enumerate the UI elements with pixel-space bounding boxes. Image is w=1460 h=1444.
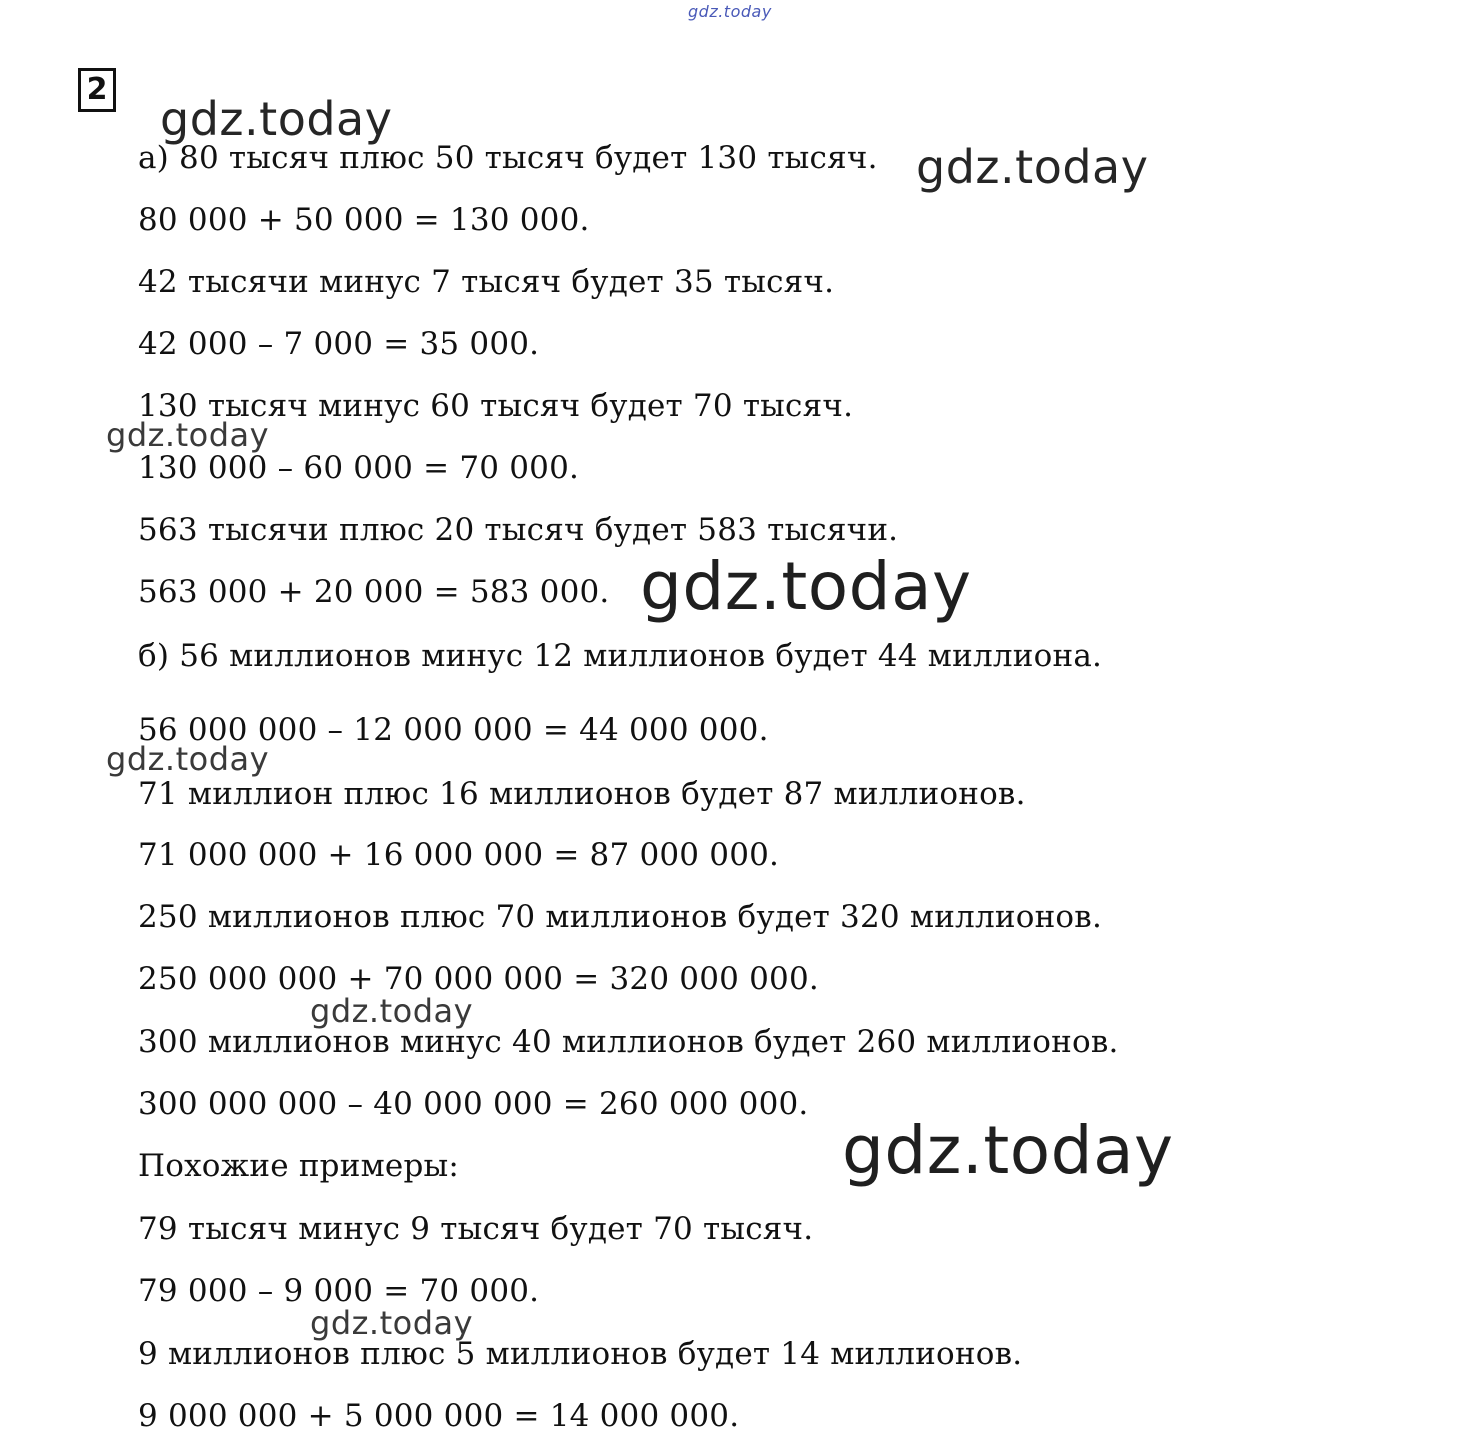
answer-line: 130 000 – 60 000 = 70 000.	[138, 450, 580, 486]
answer-line: 71 000 000 + 16 000 000 = 87 000 000.	[138, 837, 780, 873]
section-b-line: б) 56 миллионов минус 12 миллионов будет 44 миллиона.	[138, 638, 1103, 674]
watermark: gdz.today	[106, 416, 270, 454]
answer-line: 42 тысячи минус 7 тысяч будет 35 тысяч.	[138, 264, 835, 300]
answer-line: 563 тысячи плюс 20 тысяч будет 583 тысячи.	[138, 512, 899, 548]
answer-line: 79 тысяч минус 9 тысяч будет 70 тысяч.	[138, 1211, 814, 1247]
answer-line: 563 000 + 20 000 = 583 000.	[138, 574, 610, 610]
answer-line: 9 000 000 + 5 000 000 = 14 000 000.	[138, 1398, 740, 1434]
answer-line: а) 80 тысяч плюс 50 тысяч будет 130 тысяч.	[138, 140, 878, 176]
answer-line: 56 000 000 – 12 000 000 = 44 000 000.	[138, 712, 769, 748]
answer-line: 250 000 000 + 70 000 000 = 320 000 000.	[138, 961, 819, 997]
answer-line: 71 миллион плюс 16 миллионов будет 87 миллионов.	[138, 776, 1026, 812]
watermark: gdz.today	[160, 92, 393, 146]
answer-line: 42 000 – 7 000 = 35 000.	[138, 326, 540, 362]
watermark: gdz.today	[640, 548, 972, 625]
similar-examples-heading: Похожие примеры:	[138, 1148, 460, 1184]
answer-line: 250 миллионов плюс 70 миллионов будет 320 миллионов.	[138, 899, 1102, 935]
watermark: gdz.today	[916, 140, 1149, 194]
watermark: gdz.today	[842, 1112, 1174, 1189]
answer-line: 130 тысяч минус 60 тысяч будет 70 тысяч.	[138, 388, 854, 424]
watermark: gdz.today	[310, 992, 474, 1030]
answer-line: 300 миллионов минус 40 миллионов будет 260 миллионов.	[138, 1024, 1119, 1060]
watermark: gdz.today	[688, 2, 772, 21]
answer-line: 80 000 + 50 000 = 130 000.	[138, 202, 590, 238]
task-number-badge: 2	[78, 68, 116, 112]
answer-line: 79 000 – 9 000 = 70 000.	[138, 1273, 540, 1309]
answer-line: 300 000 000 – 40 000 000 = 260 000 000.	[138, 1086, 809, 1122]
watermark: gdz.today	[106, 740, 270, 778]
answer-line: 9 миллионов плюс 5 миллионов будет 14 миллионов.	[138, 1336, 1023, 1372]
watermark: gdz.today	[310, 1304, 474, 1342]
